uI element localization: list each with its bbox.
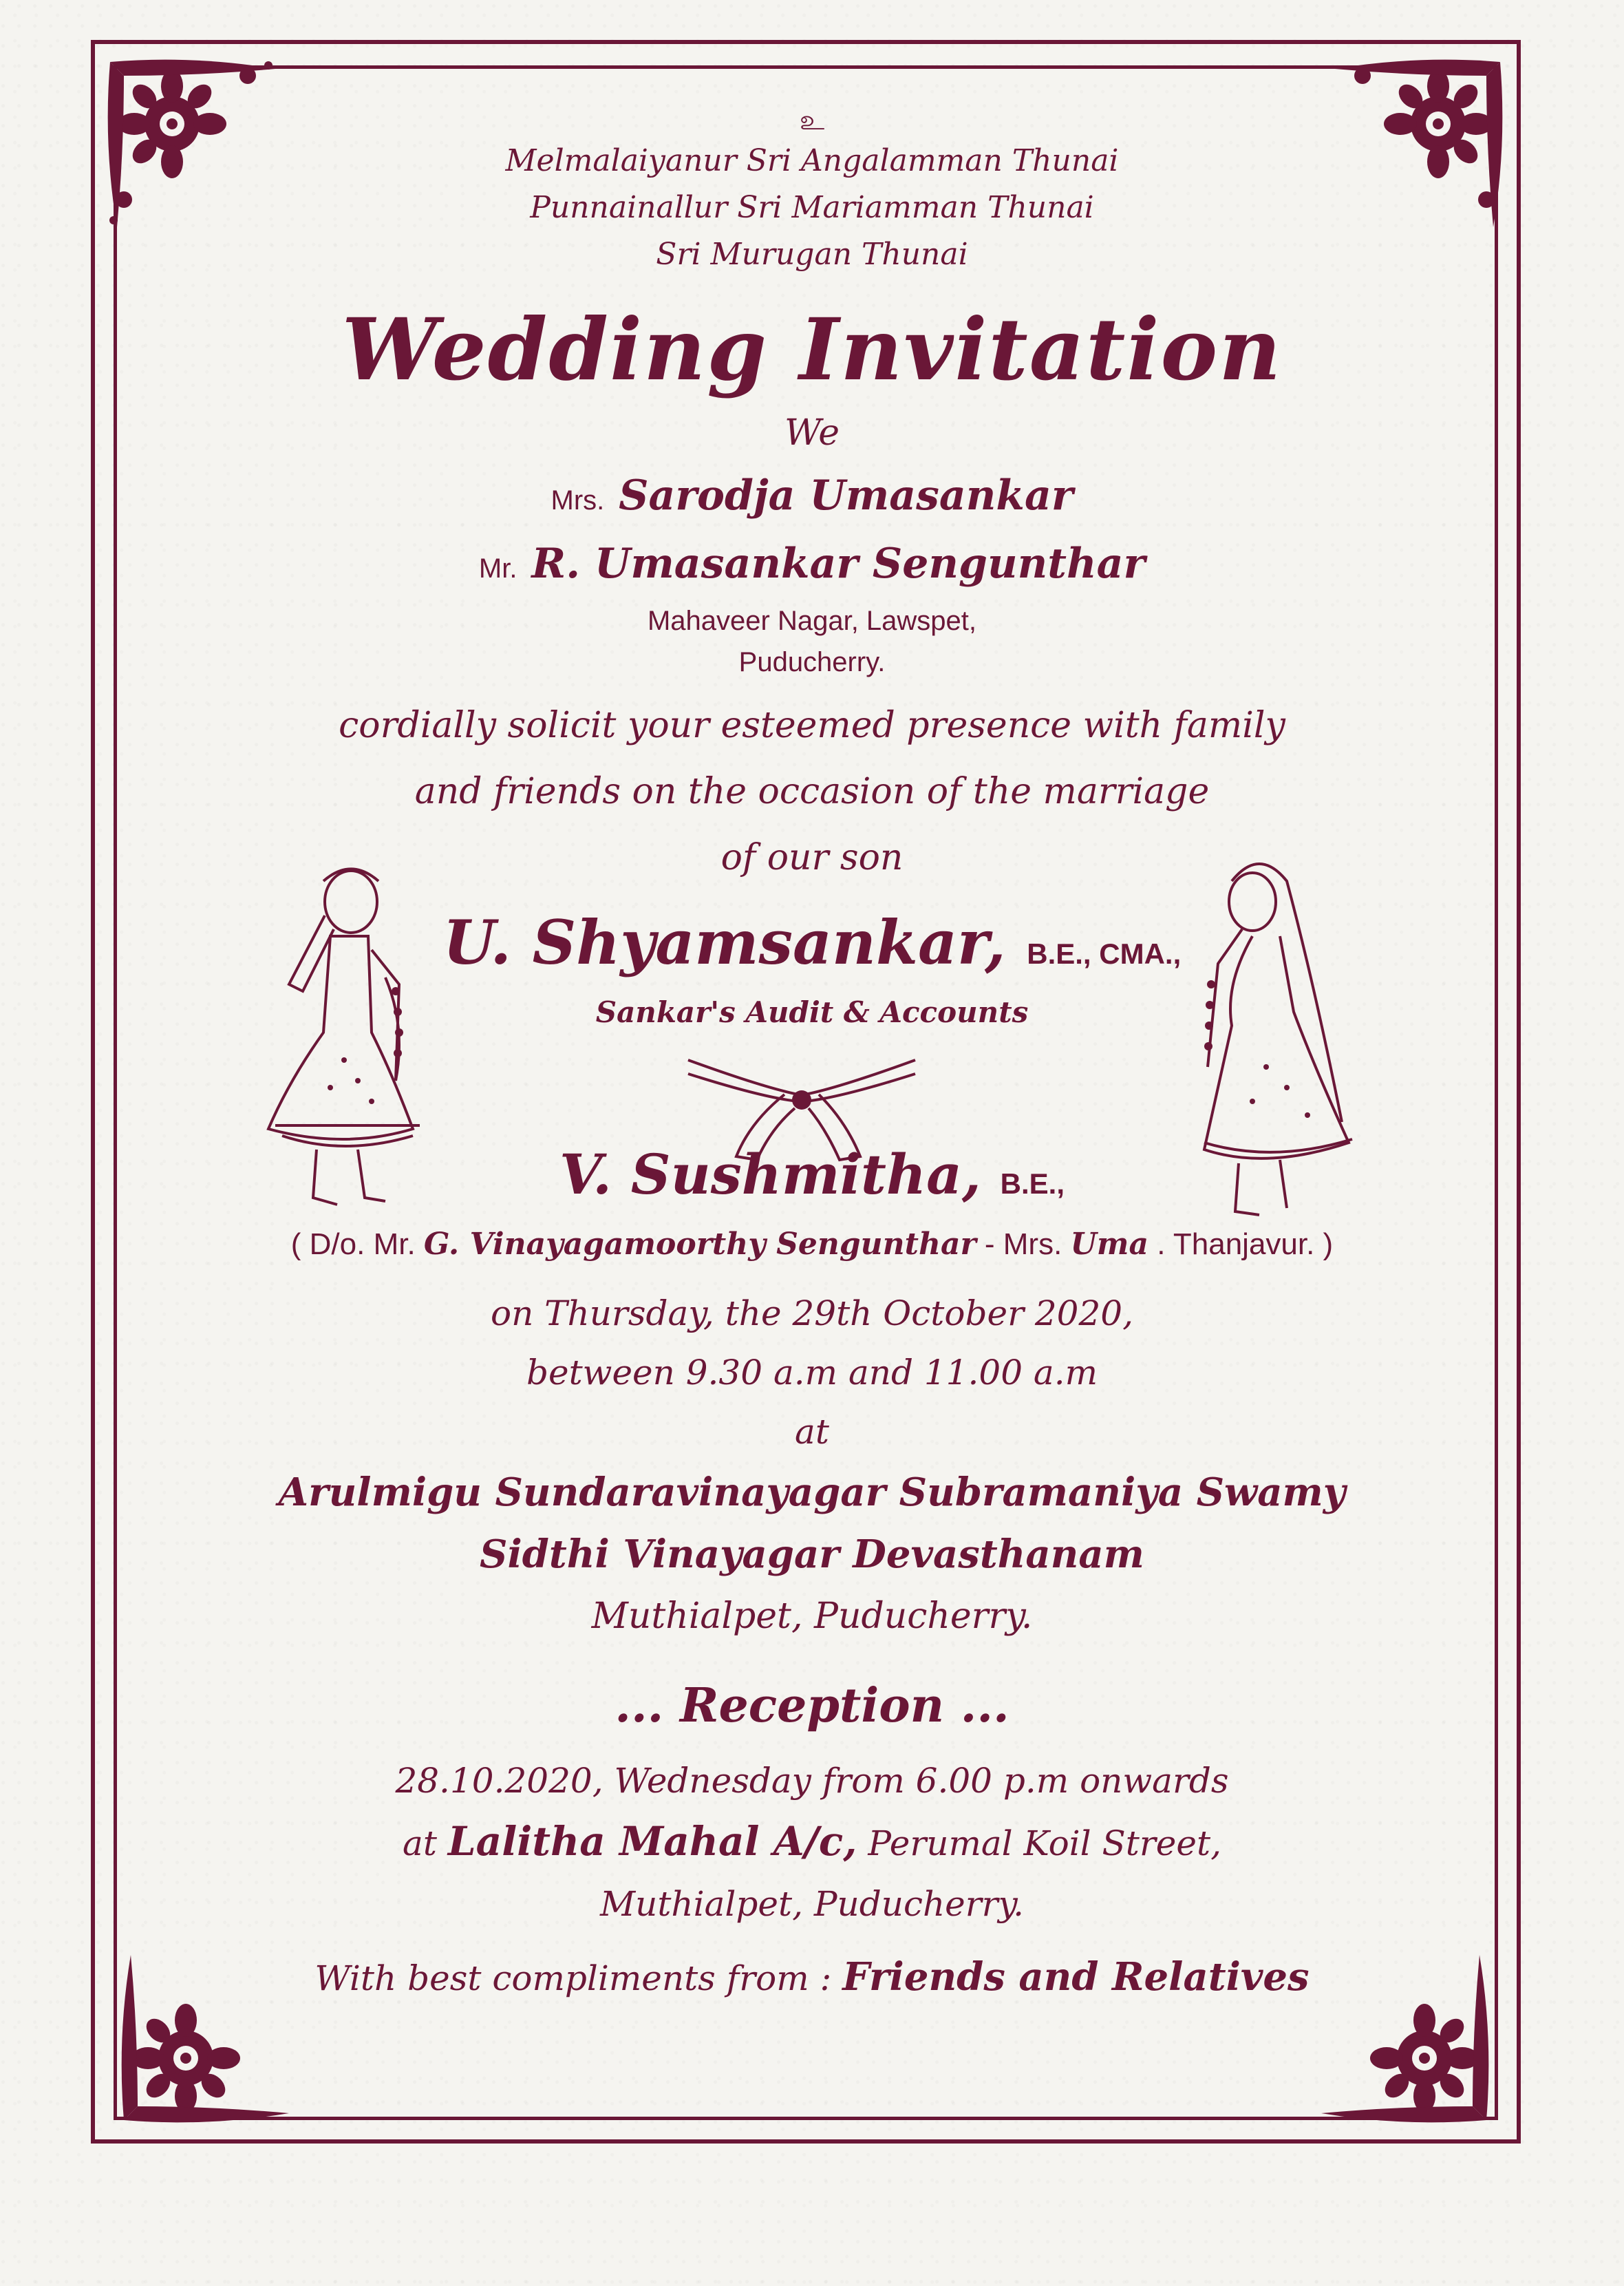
solicit-line: and friends on the occasion of the marriage xyxy=(414,771,1210,812)
thunai-line: Sri Murugan Thunai xyxy=(656,237,968,272)
compliments-line xyxy=(206,1943,1418,2013)
bride-parents-sep: - xyxy=(984,1227,995,1261)
reception-date: 28.10.2020, Wednesday from 6.00 p.m onwards xyxy=(395,1761,1229,1801)
bride-mother: Uma xyxy=(1070,1227,1148,1262)
parent-name: R. Umasankar Sengunthar xyxy=(531,540,1146,588)
reception-venue xyxy=(206,1811,1418,1874)
venue-line: Arulmigu Sundaravinayagar Subramaniya Swamy xyxy=(278,1470,1346,1515)
groom-office: Sankar's Audit & Accounts xyxy=(595,995,1029,1029)
at-text: at xyxy=(795,1412,829,1452)
bride-name-line xyxy=(206,1136,1418,1222)
thunai-line: Punnainallur Sri Mariamman Thunai xyxy=(530,190,1094,225)
reception-hall: Lalitha Mahal A/c, xyxy=(447,1818,857,1865)
bride-father: G. Vinayagamoorthy Sengunthar xyxy=(423,1227,976,1262)
we-text: We xyxy=(784,412,840,454)
reception-at: at xyxy=(403,1823,437,1863)
compliments-from: Friends and Relatives xyxy=(842,1954,1310,2000)
groom-name: U. Shyamsankar, xyxy=(442,907,1006,978)
bride-mother-prefix: Mrs. xyxy=(1003,1227,1062,1261)
venue-line: Sidthi Vinayagar Devasthanam xyxy=(480,1532,1144,1577)
muhurtham-time: between 9.30 a.m and 11.00 a.m xyxy=(526,1353,1098,1393)
bride-parents xyxy=(206,1222,1418,1267)
parent-father xyxy=(206,532,1418,600)
muhurtham-date: on Thursday, the 29th October 2020, xyxy=(490,1293,1134,1333)
address-line: Puducherry. xyxy=(738,647,886,677)
om-symbol: உ xyxy=(799,105,825,136)
solicit-line: cordially solicit your esteemed presence with family xyxy=(339,705,1285,746)
address-line: Mahaveer Nagar, Lawspet, xyxy=(647,606,977,636)
reception-location: Muthialpet, Puducherry. xyxy=(599,1884,1025,1924)
bride-parents-open: ( D/o. Mr. xyxy=(290,1227,416,1261)
parent-mother xyxy=(206,464,1418,532)
bride-place: . Thanjavur. ) xyxy=(1157,1227,1334,1261)
reception-heading: ... Reception ... xyxy=(615,1678,1009,1733)
reception-street: Perumal Koil Street, xyxy=(868,1823,1221,1863)
groom-degree: B.E., CMA., xyxy=(1027,938,1182,970)
venue-location: Muthialpet, Puducherry. xyxy=(591,1596,1033,1637)
page-title: Wedding Invitation xyxy=(341,300,1283,400)
parent-prefix: Mr. xyxy=(478,553,517,584)
groom-name-line xyxy=(206,904,1418,992)
thunai-line: Melmalaiyanur Sri Angalamman Thunai xyxy=(505,143,1119,178)
bride-name: V. Sushmitha, xyxy=(559,1142,981,1207)
compliments-prefix: With best compliments from : xyxy=(314,1958,832,1998)
invitation-content xyxy=(206,103,1418,2013)
bride-degree: B.E., xyxy=(1000,1167,1065,1200)
parent-name: Sarodja Umasankar xyxy=(619,472,1073,520)
solicit-line: of our son xyxy=(720,837,904,878)
parent-prefix: Mrs. xyxy=(551,485,605,516)
